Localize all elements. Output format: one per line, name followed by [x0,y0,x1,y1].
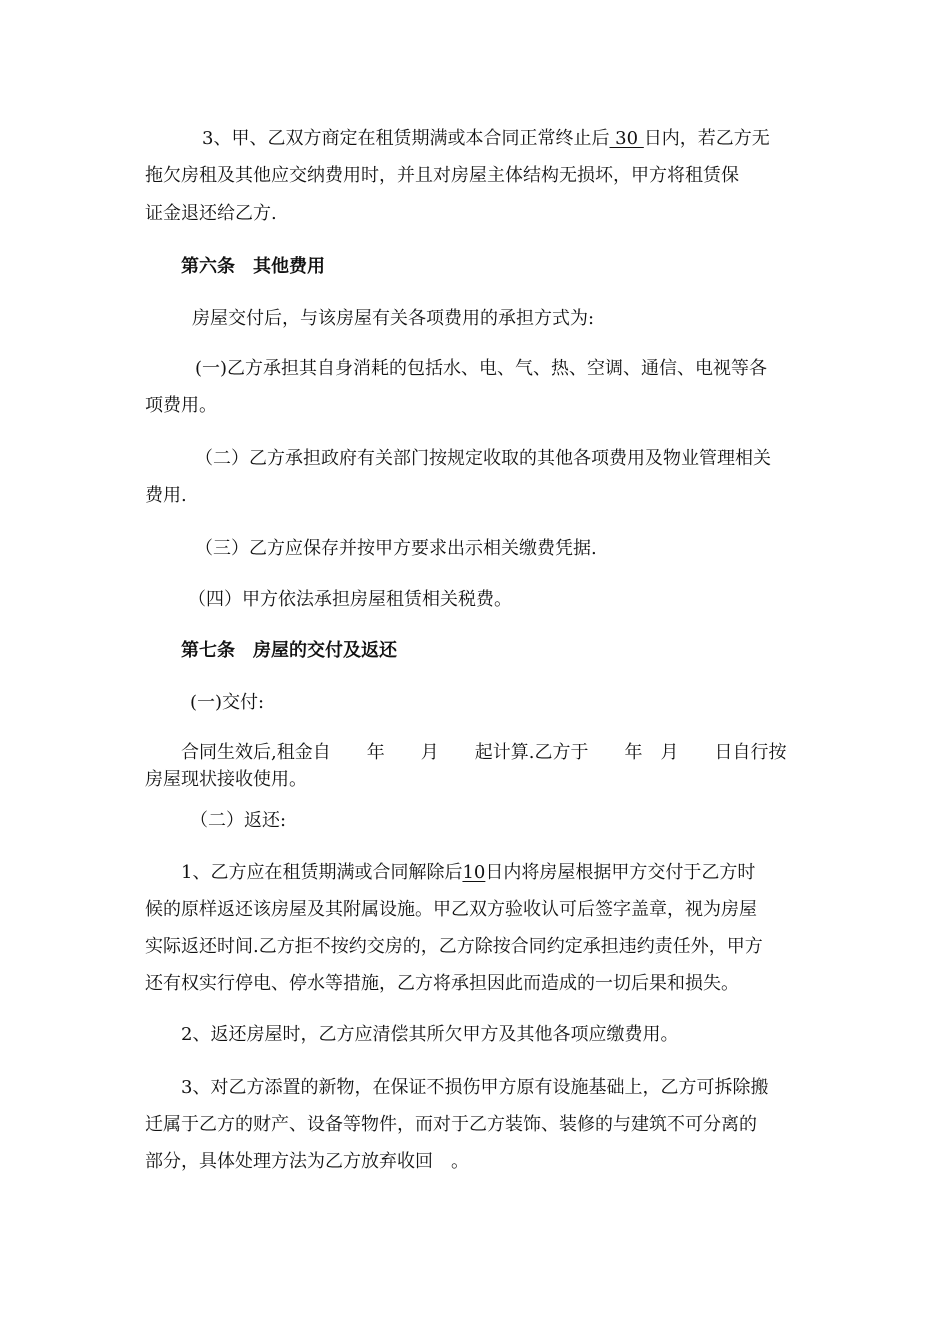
text: 日内将房屋根据甲方交付于乙方时 [485,862,756,883]
delivery-line-1: 合同生效后,租金自 年 月 起计算.乙方于 年 月 日自行按 [181,742,787,763]
article-6-heading: 第六条 其他费用 [181,256,325,277]
underlined-days: 10 [462,862,486,883]
text: 1、乙方应在租赁期满或合同解除后 [181,862,463,883]
article-7-section-2: （二）返还: [190,810,287,831]
article-6-item-2-line-2: 费用. [145,485,187,506]
paragraph-3-line-1 [202,126,770,152]
return-1-line-1 [181,860,755,886]
article-7-heading: 第七条 房屋的交付及返还 [181,640,397,661]
article-7-section-1: (一)交付: [190,692,265,713]
article-6-item-1-line-1: (一)乙方承担其自身消耗的包括水、电、气、热、空调、通信、电视等各 [195,358,768,379]
return-1-line-4: 还有权实行停电、停水等措施，乙方将承担因此而造成的一切后果和损失。 [145,973,739,994]
article-6-item-4: （四）甲方依法承担房屋租赁相关税费。 [188,589,512,610]
article-6-item-3: （三）乙方应保存并按甲方要求出示相关缴费凭据. [195,538,597,559]
article-6-intro: 房屋交付后，与该房屋有关各项费用的承担方式为: [192,308,595,329]
text: 3、甲、乙双方商定在租赁期满或本合同正常终止后 [202,128,610,149]
text: 日内，若乙方无 [643,128,770,149]
return-1-line-2: 候的原样返还该房屋及其附属设施。甲乙双方验收认可后签字盖章，视为房屋 [145,899,757,920]
return-3-line-1: 3、对乙方添置的新物，在保证不损伤甲方原有设施基础上，乙方可拆除搬 [181,1077,769,1098]
delivery-line-2: 房屋现状接收使用。 [145,769,307,790]
article-6-item-2-line-1: （二）乙方承担政府有关部门按规定收取的其他各项费用及物业管理相关 [195,448,771,469]
return-3-line-2: 迁属于乙方的财产、设备等物件，而对于乙方装饰、装修的与建筑不可分离的 [145,1114,757,1135]
paragraph-3-line-2: 拖欠房租及其他应交纳费用时，并且对房屋主体结构无损坏，甲方将租赁保 [145,165,739,186]
return-2: 2、返还房屋时，乙方应清偿其所欠甲方及其他各项应缴费用。 [181,1024,679,1045]
paragraph-3-line-3: 证金退还给乙方. [145,203,277,224]
article-6-item-1-line-2: 项费用。 [145,395,217,416]
underlined-days: 30 [609,128,644,149]
return-1-line-3: 实际返还时间.乙方拒不按约交房的，乙方除按合同约定承担违约责任外，甲方 [145,936,763,957]
return-3-line-3: 部分，具体处理方法为乙方放弃收回 。 [145,1151,469,1172]
